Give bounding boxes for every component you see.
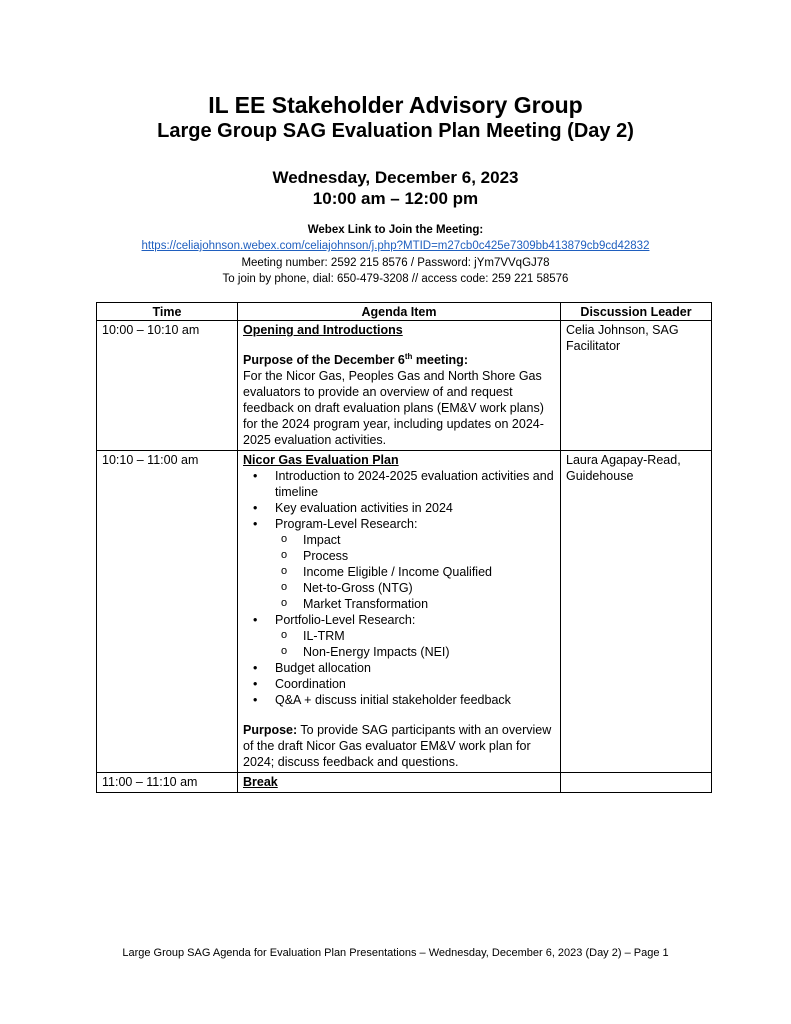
page-footer: Large Group SAG Agenda for Evaluation Plan Presentations – Wednesday, December 6, 2023 (Day 2) – Page 1: [122, 947, 669, 959]
sub-list-item: o Market Transformation: [303, 596, 555, 612]
list-item: • Key evaluation activities in 2024: [275, 500, 555, 516]
purpose-text: Purpose: To provide SAG participants with an overview of the draft Nicor Gas evaluator EM&V work plan for 2024; discuss feedback and questions.: [243, 723, 552, 769]
sub-list-item: o Process: [303, 548, 555, 564]
meeting-number: Meeting number: 2592 215 8576 / Password: jYm7VVqGJ78: [241, 257, 550, 269]
webex-label: Webex Link to Join the Meeting:: [307, 224, 484, 236]
row-leader: Laura Agapay-Read, Guidehouse: [561, 451, 712, 773]
row-time: 10:10 – 11:00 am: [97, 451, 238, 773]
header-time: Time: [97, 303, 238, 321]
meeting-time: 10:00 am – 12:00 pm: [312, 189, 479, 208]
list-item: • Introduction to 2024-2025 evaluation activities and timeline: [275, 468, 555, 500]
header-agenda-item: Agenda Item: [238, 303, 561, 321]
row-leader: [561, 773, 712, 793]
meeting-date: Wednesday, December 6, 2023: [272, 168, 519, 187]
purpose-text: For the Nicor Gas, Peoples Gas and North Shore Gas evaluators to provide an overview of and request feedback on draft evaluation plans (EM&V work plans) for the 2024 program year, including updates on 2024-2025 evaluation activities.: [243, 369, 544, 447]
row-agenda-item: [238, 321, 561, 451]
agenda-item-title: Nicor Gas Evaluation Plan: [243, 453, 399, 467]
row-agenda-item: [238, 773, 561, 793]
sub-list-item: o Income Eligible / Income Qualified: [303, 564, 555, 580]
table-row: [97, 773, 712, 793]
document-title: IL EE Stakeholder Advisory Group: [208, 92, 583, 118]
sub-list-item: o Non-Energy Impacts (NEI): [303, 644, 555, 660]
list-item: • Portfolio-Level Research: o IL-TRM o Non-Energy Impacts (NEI): [275, 612, 555, 660]
sub-list-item: o Net-to-Gross (NTG): [303, 580, 555, 596]
table-header-row: [97, 303, 712, 321]
sub-list-item: o Impact: [303, 532, 555, 548]
webex-link-container: [0, 240, 791, 252]
sub-list: [275, 628, 555, 660]
phone-info: To join by phone, dial: 650-479-3208 // access code: 259 221 58576: [222, 273, 569, 285]
list-item: • Program-Level Research: o Impact o Process o Income Eligible / Income Qualified o Net-to-Gross (NTG) o Market Transformation: [275, 516, 555, 612]
row-leader: Celia Johnson, SAG Facilitator: [561, 321, 712, 451]
row-agenda-item: [238, 451, 561, 773]
agenda-item-title: Opening and Introductions: [243, 323, 403, 337]
purpose-label: Purpose:: [243, 723, 298, 737]
sub-list-item: o IL-TRM: [303, 628, 555, 644]
document-subtitle: Large Group SAG Evaluation Plan Meeting (Day 2): [157, 120, 634, 142]
row-time: 11:00 – 11:10 am: [97, 773, 238, 793]
agenda-table: [96, 302, 712, 793]
agenda-item-title: Break: [243, 775, 278, 789]
list-item: • Q&A + discuss initial stakeholder feedback: [275, 692, 555, 708]
table-row: [97, 321, 712, 451]
list-item: • Coordination: [275, 676, 555, 692]
sub-list: [275, 532, 555, 612]
list-item: • Budget allocation: [275, 660, 555, 676]
webex-link[interactable]: https://celiajohnson.webex.com/celiajohnson/j.php?MTID=m27cb0c425e7309bb413879cb9cd42832: [141, 240, 650, 252]
header-discussion-leader: Discussion Leader: [561, 303, 712, 321]
agenda-bullet-list: [243, 468, 555, 708]
purpose-label: Purpose of the December 6th meeting:: [243, 351, 468, 367]
row-time: 10:00 – 10:10 am: [97, 321, 238, 451]
table-row: [97, 451, 712, 773]
